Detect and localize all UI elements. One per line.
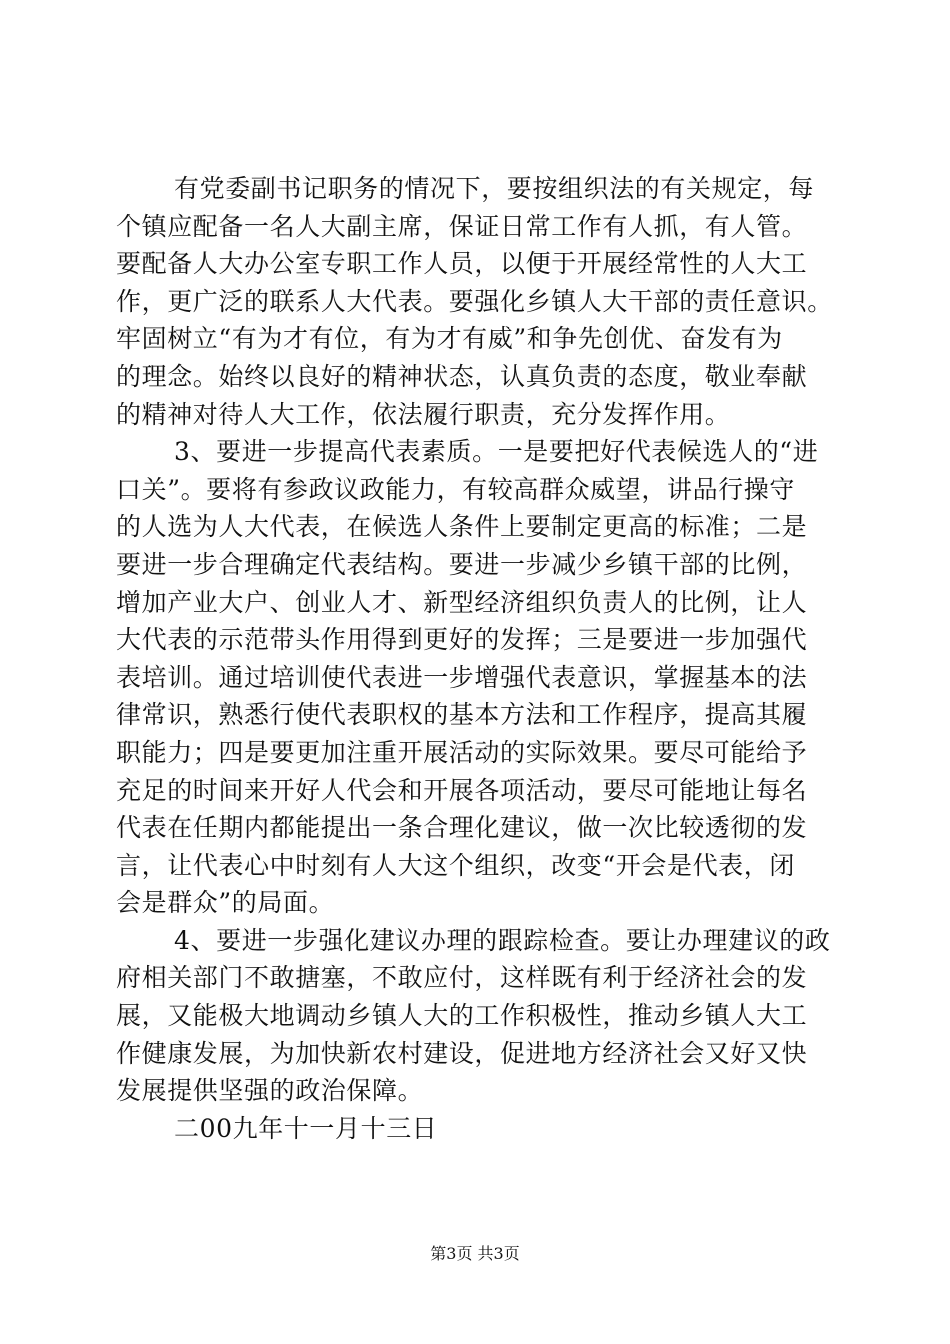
text-line: 职能力；四是要更加注重开展活动的实际效果。要尽可能给予 xyxy=(116,737,808,767)
text-line: 律常识，熟悉行使代表职权的基本方法和工作程序，提高其履 xyxy=(116,700,808,730)
document-body xyxy=(116,170,856,1147)
text-line: 表培训。通过培训使代表进一步增强代表意识，掌握基本的法 xyxy=(116,662,808,692)
text-line: 要进一步合理确定代表结构。要进一步减少乡镇干部的比例， xyxy=(116,549,808,579)
text-line: 言，让代表心中时刻有人大这个组织，改变“开会是代表，闭 xyxy=(116,850,795,880)
text-line: 大代表的示范带头作用得到更好的发挥；三是要进一步加强代 xyxy=(116,625,808,655)
text-line: 充足的时间来开好人代会和开展各项活动，要尽可能地让每名 xyxy=(116,775,808,805)
text-line: 作健康发展，为加快新农村建设，促进地方经济社会又好又快 xyxy=(116,1038,808,1068)
text-line: 的人选为人大代表，在候选人条件上要制定更高的标准；二是 xyxy=(116,512,808,542)
text-line: 牢固树立“有为才有位，有为才有威”和争先创优、奋发有为 xyxy=(116,324,783,354)
text-line: 代表在任期内都能提出一条合理化建议，做一次比较透彻的发 xyxy=(116,813,808,843)
text-line: 增加产业大户、创业人才、新型经济组织负责人的比例，让人 xyxy=(116,587,808,617)
text-line: 作，更广泛的联系人大代表。要强化乡镇人大干部的责任意识。 xyxy=(116,286,833,316)
text-line: 的精神对待人大工作，依法履行职责，充分发挥作用。 xyxy=(116,399,731,429)
text-line: 的理念。始终以良好的精神状态，认真负责的态度，敬业奉献 xyxy=(116,361,808,391)
text-line: 口关”。要将有参政议政能力，有较高群众威望，讲品行操守 xyxy=(116,474,795,504)
text-line: 个镇应配备一名人大副主席，保证日常工作有人抓，有人管。 xyxy=(116,211,808,241)
text-line: 会是群众”的局面。 xyxy=(116,888,335,918)
text-line: 府相关部门不敢搪塞，不敢应付，这样既有利于经济社会的发 xyxy=(116,963,808,993)
text-line: 有党委副书记职务的情况下，要按组织法的有关规定，每 xyxy=(174,174,815,203)
text-line: 二00九年十一月十三日 xyxy=(174,1113,438,1143)
text-line: 发展提供坚强的政治保障。 xyxy=(116,1076,424,1106)
text-line: 3、要进一步提高代表素质。一是要把好代表候选人的“进 xyxy=(174,437,819,467)
text-line: 展，又能极大地调动乡镇人大的工作积极性，推动乡镇人大工 xyxy=(116,1001,808,1031)
page-footer: 第3页 共3页 xyxy=(430,1244,520,1263)
text-line: 要配备人大办公室专职工作人员，以便于开展经常性的人大工 xyxy=(116,249,808,279)
text-line: 4、要进一步强化建议办理的跟踪检查。要让办理建议的政 xyxy=(174,925,831,955)
